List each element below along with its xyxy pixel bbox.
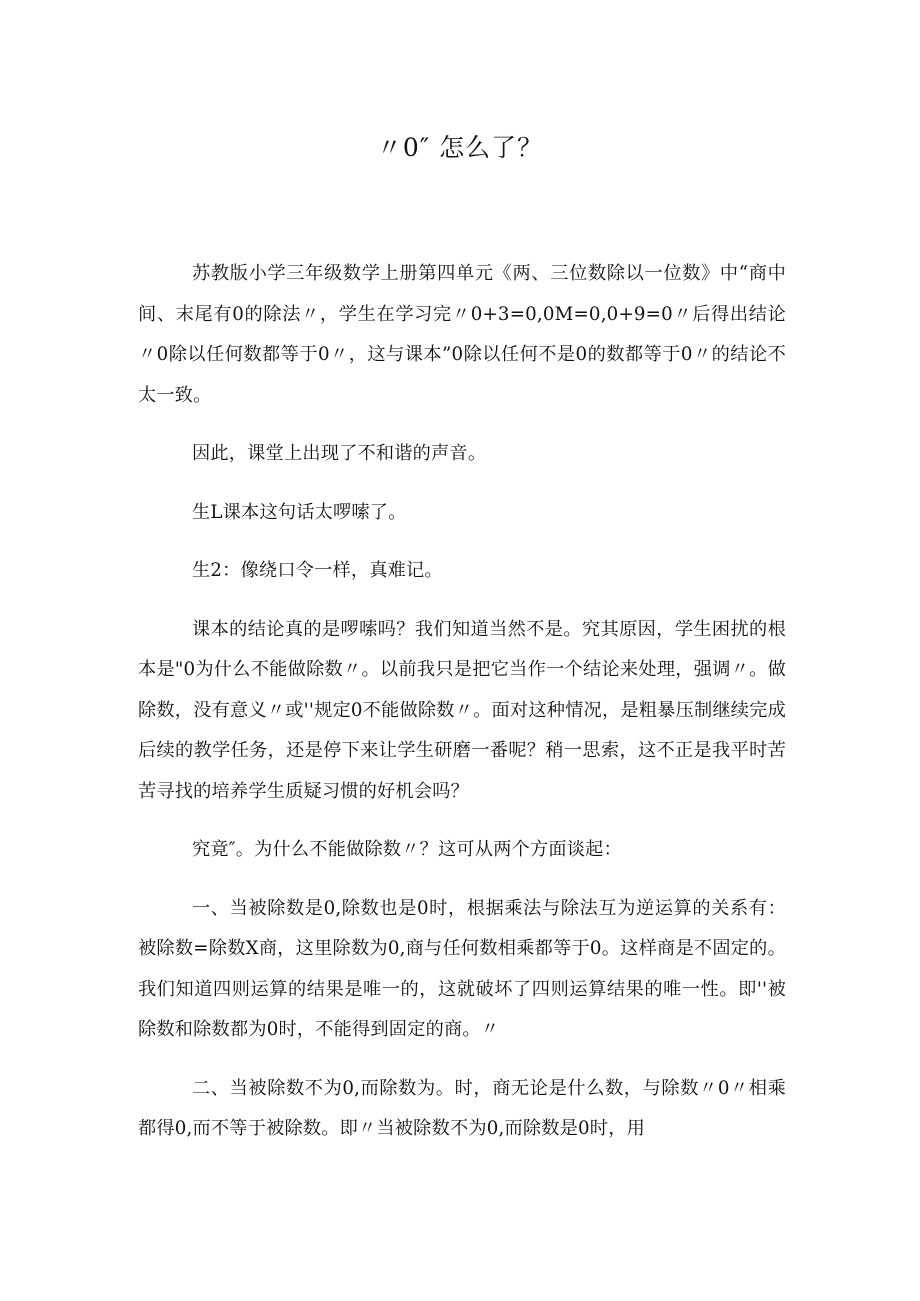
paragraph-case-two: 二、当被除数不为0,而除数为。时，商无论是什么数，与除数〃0〃相乘都得0,而不等于被除数。即〃当被除数不为0,而除数是0时，用 xyxy=(138,1077,786,1139)
document-body xyxy=(138,254,786,1168)
paragraph-analysis: 课本的结论真的是啰嗦吗？我们知道当然不是。究其原因，学生困扰的根本是"0为什么不能做除数〃。以前我只是把它当作一个结论来处理，强调〃。做除数，没有意义〃或''规定0不能做除数〃。面对这种情况，是粗暴压制继续完成后续的教学任务，还是停下来让学生研磨一番呢？稍一思索，这不正是我平时苦苦寻找的培养学生质疑习惯的好机会吗？ xyxy=(138,618,786,802)
paragraph-student-1: 生L课本这句话太啰嗦了。 xyxy=(192,501,407,523)
paragraph-intro: 苏教版小学三年级数学上册第四单元《两、三位数除以一位数》中“商中间、末尾有0的除法〃，学生在学习完〃0+3=0,0M=0,0+9=0〃后得出结论〃0除以任何数都等于0〃，这与课本”0除以任何不是0的数都等于0〃的结论不太一致。 xyxy=(138,263,786,406)
paragraph-disharmony: 因此，课堂上出现了不和谐的声音。 xyxy=(192,443,487,464)
document-title: 〃0″ 怎么了？ xyxy=(376,133,544,162)
paragraph-student-2: 生2：像绕口令一样，真难记。 xyxy=(192,560,443,581)
paragraph-case-one: 一、当被除数是0,除数也是0时，根据乘法与除法互为逆运算的关系有：被除数=除数X商，这里除数为0,商与任何数相乘都等于0。这样商是不固定的。我们知道四则运算的结果是唯一的，这就破坏了四则运算结果的唯一性。即''被除数和除数都为0时，不能得到固定的商。〃 xyxy=(138,897,786,1040)
paragraph-question: 究竟″。为什么不能做除数〃？这可从两个方面谈起： xyxy=(192,839,622,860)
